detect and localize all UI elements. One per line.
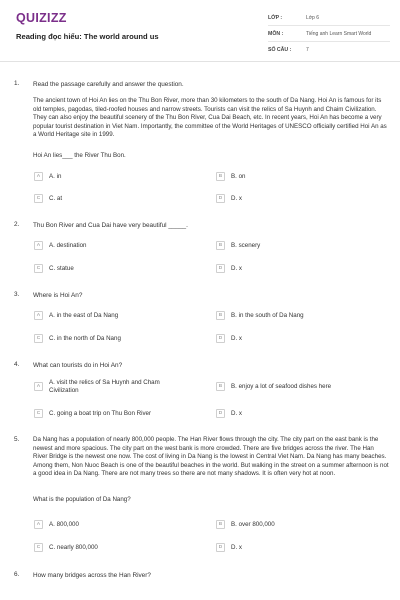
option-b[interactable]	[216, 172, 245, 181]
option-letter-badge: C	[34, 194, 43, 203]
option-d[interactable]	[216, 543, 242, 552]
option-c[interactable]	[34, 409, 151, 418]
option-d[interactable]	[216, 264, 242, 273]
option-c[interactable]	[34, 264, 74, 273]
option-d[interactable]	[216, 194, 242, 203]
option-a[interactable]	[34, 520, 79, 529]
question-prompt: Read the passage carefully and answer the question.	[33, 81, 184, 88]
option-letter-badge: A	[34, 172, 43, 181]
option-text: A. in the east of Da Nang	[49, 311, 119, 319]
option-b[interactable]	[216, 520, 275, 529]
worksheet-meta	[268, 10, 390, 58]
option-d[interactable]	[216, 409, 242, 418]
option-letter-badge: B	[216, 311, 225, 320]
option-text: C. in the north of Da Nang	[49, 334, 121, 342]
option-letter-badge: A	[34, 520, 43, 529]
question-number: 6.	[14, 571, 20, 578]
option-letter-badge: C	[34, 543, 43, 552]
option-text: C. nearly 800,000	[49, 543, 98, 551]
option-b[interactable]	[216, 382, 331, 391]
option-letter-badge: D	[216, 194, 225, 203]
option-letter-badge: A	[34, 311, 43, 320]
reading-passage: The ancient town of Hoi An lies on the Thu Bon River, more than 30 kilometers to the south of Da Nang. Hoi An is famous for its old temples, pagodas, tiled-roofed houses and narrow streets. Tourists can visit the relics of Sa Huynh and Chaim Civilization. They can also enjoy the beautiful scenery of the Thu Bon River, Cua Dai Beach, etc. In recent years, Hoi An has become a very popular tourist destination in Viet Nam. Importantly, the committee of the World Heritages of UNESCO officially certified Hoi An as a World Heritage site in 1999.	[33, 97, 387, 139]
option-text: C. at	[49, 194, 63, 202]
option-letter-badge: A	[34, 241, 43, 250]
reading-passage: Da Nang has a population of nearly 800,000 people. The Han River flows through the city. The city part on the east bank is the newest and more spacious. The city part on the west bank is more crowded. There are five bridges across the river. The Han River Bridge is the newest one now. The cost of living in Da Nang is the lowest in Central Viet Nam. Da Nang has many beaches. Among them, Non Nuoc Beach is one of the beautiful beaches in the world. But walking in the street on a summer afternoon is not a good idea in Da Nang. There are not many trees so there are not many shadows. It is often very hot at noon.	[33, 436, 389, 478]
option-text: D. x	[231, 543, 243, 551]
worksheet-title: Reading đọc hiểu: The world around us	[16, 32, 159, 41]
question-number: 4.	[14, 361, 20, 368]
option-text: B. in the south of Da Nang	[231, 311, 304, 319]
option-letter-badge: C	[34, 334, 43, 343]
option-text: A. visit the relics of Sa Huynh and Cham Civilization	[49, 379, 160, 394]
option-text: B. scenery	[231, 241, 261, 249]
option-a[interactable]	[34, 311, 118, 320]
option-text: C. statue	[49, 264, 74, 272]
question-number: 5.	[14, 436, 20, 443]
option-text: A. destination	[49, 241, 87, 249]
option-letter-badge: B	[216, 241, 225, 250]
option-letter-badge: D	[216, 409, 225, 418]
option-letter-badge: B	[216, 520, 225, 529]
option-letter-badge: A	[34, 382, 43, 391]
meta-row-grade	[268, 10, 390, 26]
option-c[interactable]	[34, 194, 62, 203]
meta-value: Tiếng anh Learn Smart World	[306, 30, 372, 37]
option-text: D. x	[231, 264, 243, 272]
question-prompt: What can tourists do in Hoi An?	[33, 362, 123, 369]
option-b[interactable]	[216, 311, 304, 320]
option-letter-badge: B	[216, 382, 225, 391]
meta-value: 7	[306, 47, 309, 53]
question-number: 1.	[14, 80, 20, 87]
option-text: D. x	[231, 334, 243, 342]
question-stem: Hoi An lies___ the River Thu Bon.	[33, 152, 126, 159]
option-d[interactable]	[216, 334, 242, 343]
option-text: C. going a boat trip on Thu Bon River	[49, 409, 152, 417]
question-prompt: Where is Hoi An?	[33, 292, 83, 299]
option-letter-badge: C	[34, 409, 43, 418]
meta-row-count	[268, 42, 390, 58]
option-text: A. in	[49, 172, 62, 180]
option-c[interactable]	[34, 334, 121, 343]
option-text: B. enjoy a lot of seafood dishes here	[231, 382, 332, 390]
meta-label: LỚP :	[268, 14, 283, 21]
quizizz-logo: QUIZIZZ	[16, 11, 67, 25]
option-text: A. 800,000	[49, 520, 79, 528]
worksheet-header	[0, 0, 400, 62]
meta-label: SỐ CÂU :	[268, 47, 292, 53]
question-number: 3.	[14, 291, 20, 298]
meta-value: Lớp 6	[306, 14, 320, 21]
option-a[interactable]	[34, 379, 184, 394]
option-text: B. over 800,000	[231, 520, 275, 528]
option-c[interactable]	[34, 543, 98, 552]
question-prompt: How many bridges across the Han River?	[33, 572, 151, 579]
option-a[interactable]	[34, 172, 61, 181]
option-letter-badge: C	[34, 264, 43, 273]
option-letter-badge: B	[216, 172, 225, 181]
option-a[interactable]	[34, 241, 87, 250]
question-stem: What is the population of Da Nang?	[33, 496, 131, 503]
meta-label: MÔN :	[268, 30, 284, 37]
question-number: 2.	[14, 221, 20, 228]
meta-row-subject	[268, 26, 390, 42]
option-text: D. x	[231, 194, 243, 202]
option-letter-badge: D	[216, 264, 225, 273]
option-letter-badge: D	[216, 334, 225, 343]
option-text: D. x	[231, 409, 243, 417]
option-text: B. on	[231, 172, 246, 180]
option-b[interactable]	[216, 241, 260, 250]
option-letter-badge: D	[216, 543, 225, 552]
question-prompt: Thu Bon River and Cua Dai have very beautiful _____.	[33, 222, 188, 229]
